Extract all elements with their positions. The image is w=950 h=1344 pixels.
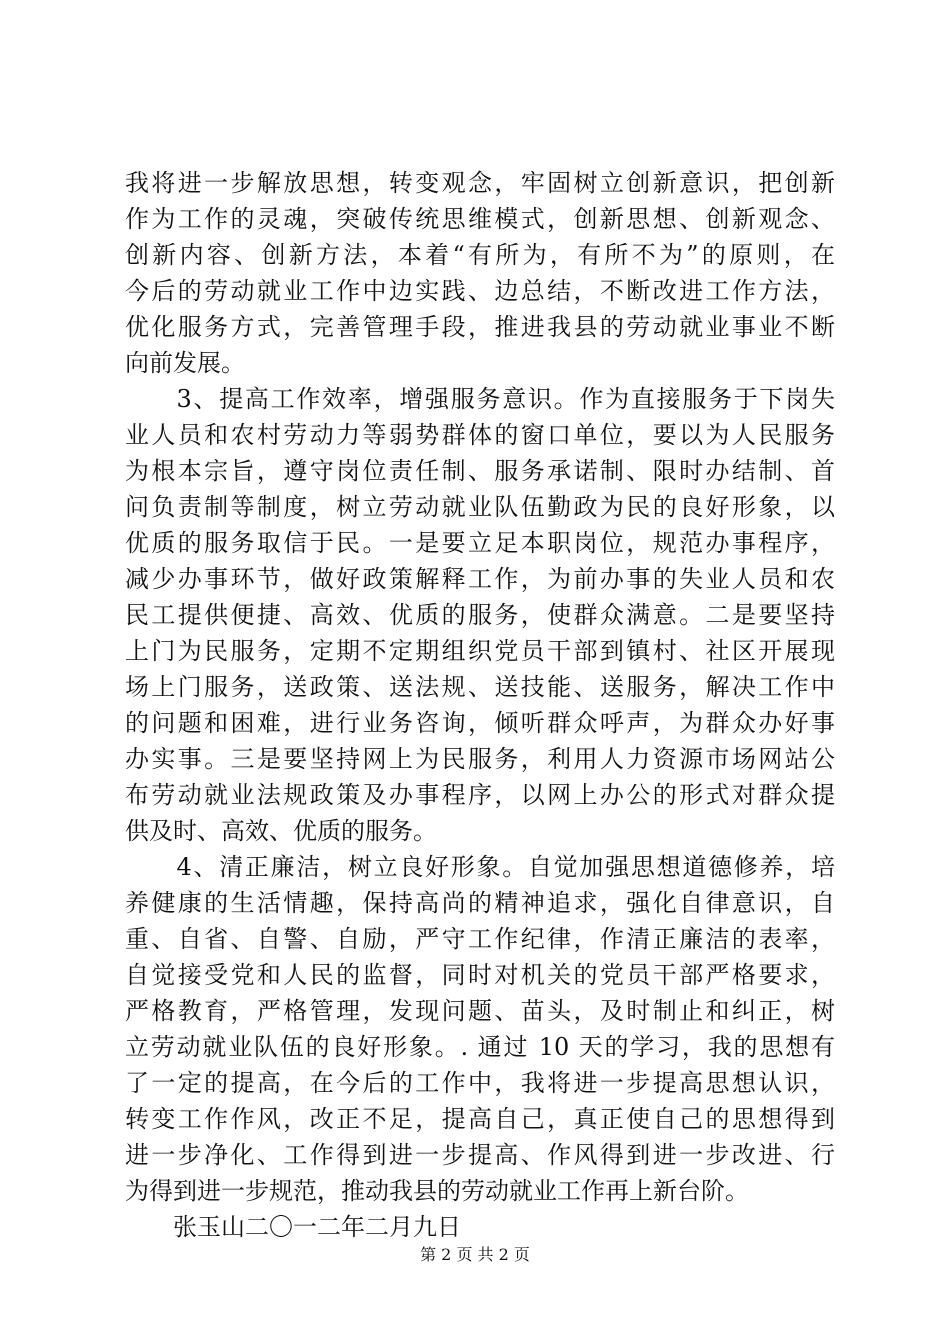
text-line: 的问题和困难，进行业务咨询，倾听群众呼声，为群众办好事	[125, 709, 835, 737]
page-footer: 第 2 页 共 2 页	[420, 1245, 530, 1264]
text-line: 供及时、高效、优质的服务。	[125, 817, 437, 845]
text-line: 民工提供便捷、高效、优质的服务，使群众满意。二是要坚持	[125, 601, 835, 629]
text-line: 我将进一步解放思想，转变观念，牢固树立创新意识，把创新	[125, 169, 835, 197]
text-line: 张玉山二〇一二年二月九日	[125, 1213, 461, 1241]
text-line: 问负责制等制度，树立劳动就业队伍勤政为民的良好形象，以	[125, 493, 835, 521]
text-line: 4、清正廉洁，树立良好形象。自觉加强思想道德修养，培	[125, 853, 835, 881]
text-line: 上门为民服务，定期不定期组织党员干部到镇村、社区开展现	[125, 637, 835, 665]
text-line: 作为工作的灵魂，突破传统思维模式，创新思想、创新观念、	[125, 205, 835, 233]
text-line: 严格教育，严格管理，发现问题、苗头，及时制止和纠正，树	[125, 997, 835, 1025]
text-line: 业人员和农村劳动力等弱势群体的窗口单位，要以为人民服务	[125, 421, 835, 449]
text-line: 3、提高工作效率，增强服务意识。作为直接服务于下岗失	[125, 385, 835, 413]
text-line: 转变工作作风，改正不足，提高自己，真正使自己的思想得到	[125, 1105, 835, 1133]
text-line: 办实事。三是要坚持网上为民服务，利用人力资源市场网站公	[125, 745, 835, 773]
text-line: 进一步净化、工作得到进一步提高、作风得到进一步改进、行	[125, 1141, 835, 1169]
document-body	[125, 165, 835, 1245]
text-line: 为得到进一步规范，推动我县的劳动就业工作再上新台阶。	[125, 1177, 749, 1205]
text-line: 优化服务方式，完善管理手段，推进我县的劳动就业事业不断	[125, 313, 835, 341]
text-line: 向前发展。	[125, 349, 245, 377]
text-line: 场上门服务，送政策、送法规、送技能、送服务，解决工作中	[125, 673, 835, 701]
text-line: 今后的劳动就业工作中边实践、边总结，不断改进工作方法，	[125, 277, 835, 305]
text-line: 为根本宗旨，遵守岗位责任制、服务承诺制、限时办结制、首	[125, 457, 835, 485]
text-line: 减少办事环节，做好政策解释工作，为前办事的失业人员和农	[125, 565, 835, 593]
text-line: 了一定的提高，在今后的工作中，我将进一步提高思想认识，	[125, 1069, 835, 1097]
text-line: 布劳动就业法规政策及办事程序，以网上办公的形式对群众提	[125, 781, 835, 809]
text-line: 创新内容、创新方法，本着“有所为，有所不为”的原则，在	[125, 241, 835, 269]
text-line: 优质的服务取信于民。一是要立足本职岗位，规范办事程序，	[125, 529, 835, 557]
text-line: 自觉接受党和人民的监督，同时对机关的党员干部严格要求，	[125, 961, 835, 989]
text-line: 重、自省、自警、自励，严守工作纪律，作清正廉洁的表率，	[125, 925, 835, 953]
text-line: 养健康的生活情趣，保持高尚的精神追求，强化自律意识，自	[125, 889, 835, 917]
text-line: 立劳动就业队伍的良好形象。. 通过 10 天的学习，我的思想有	[125, 1033, 835, 1061]
